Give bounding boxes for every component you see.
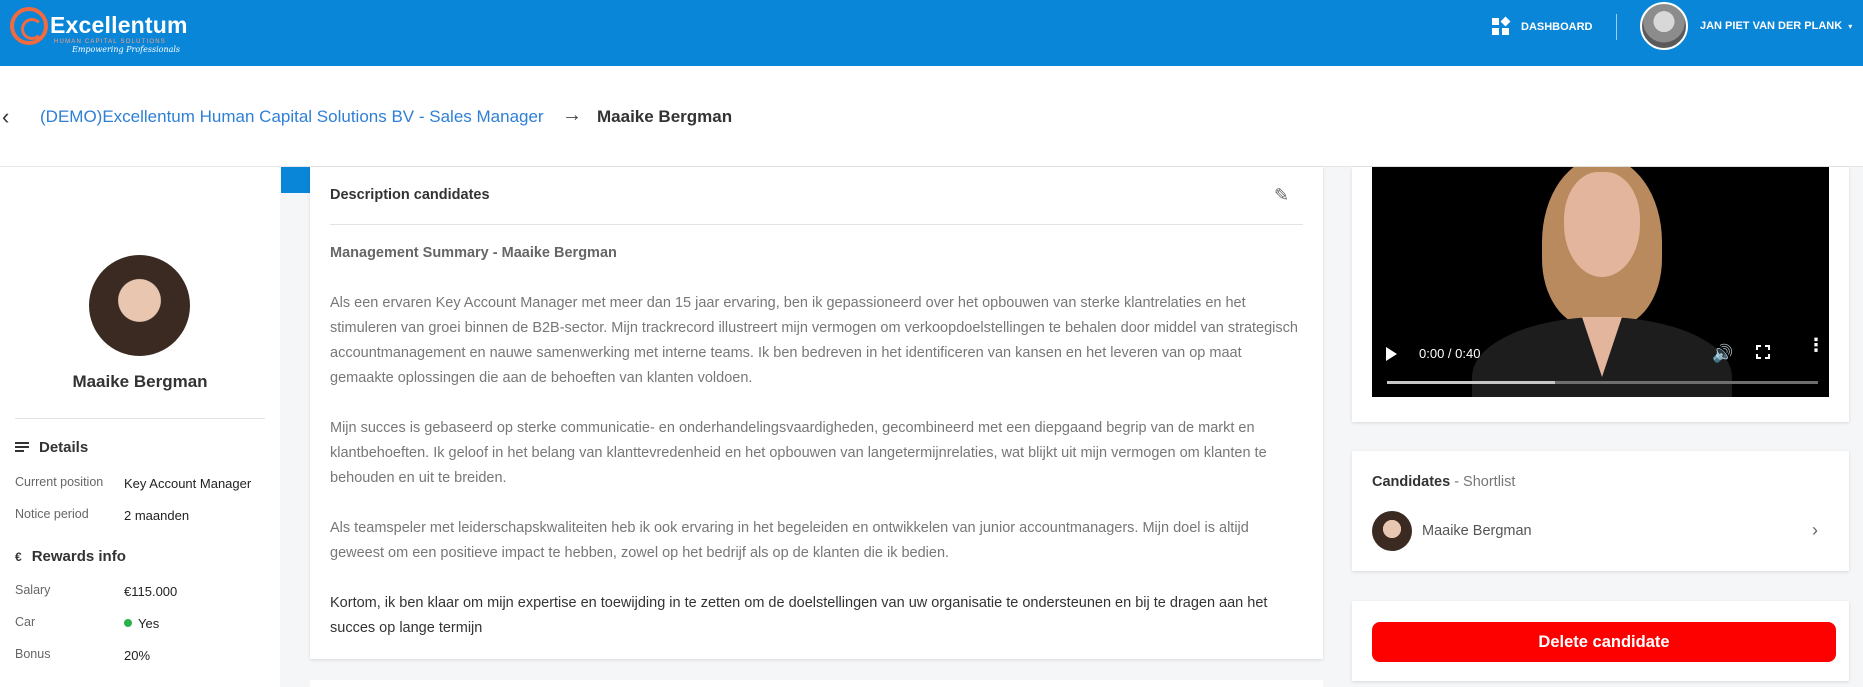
actions-card [1352, 601, 1849, 681]
card-title: Description candidates [330, 187, 490, 203]
reward-label: Bonus [15, 647, 51, 661]
reward-value [124, 616, 159, 631]
detail-value: 2 maanden [124, 508, 190, 523]
back-icon[interactable]: ‹ [2, 104, 10, 129]
rewards-heading [15, 548, 126, 565]
detail-label: Current position [15, 475, 104, 489]
candidate-video[interactable] [1372, 167, 1829, 397]
delete-candidate-button[interactable]: Delete candidate [1372, 622, 1836, 662]
video-time: 0:00 / 0:40 [1419, 346, 1481, 361]
dashboard-link[interactable] [1492, 18, 1593, 35]
shortlist-title [1372, 474, 1515, 490]
summary-paragraph: Als teamspeler met leiderschapskwaliteiten heb ik ook ervaring in het begeleiden en ontwikkelen van junior accountmanagers. Mijn doel is altijd geweest om een positieve impact te hebben, zowel op het bedrijf als op de klanten die ik bedien. [330, 520, 1249, 561]
details-list-icon [15, 442, 29, 453]
breadcrumb-current: Maaike Bergman [597, 107, 733, 126]
brand-logo[interactable] [10, 7, 190, 57]
summary-title: Management Summary - Maaike Bergman [330, 245, 617, 261]
status-dot-icon [124, 619, 132, 627]
breadcrumb-bar [0, 66, 1863, 167]
video-controls [1372, 327, 1829, 397]
shortlist-avatar [1372, 511, 1412, 551]
navbar-divider [1616, 14, 1617, 40]
description-card [310, 167, 1323, 659]
fullscreen-icon[interactable] [1756, 345, 1770, 359]
video-card [1352, 167, 1849, 422]
details-heading-label: Details [39, 439, 89, 456]
next-card-edge [310, 680, 1323, 687]
candidate-sidebar [0, 167, 280, 687]
shortlist-name: Maaike Bergman [1422, 523, 1532, 539]
user-avatar [1640, 2, 1688, 50]
brand-tagline: Empowering Professionals [72, 45, 181, 54]
divider [330, 224, 1303, 225]
divider [15, 418, 265, 419]
brand-name: Excellentum [50, 12, 188, 38]
candidate-avatar [89, 255, 190, 356]
reward-label: Car [15, 615, 36, 629]
summary-paragraph: Als een ervaren Key Account Manager met meer dan 15 jaar ervaring, ben ik gepassioneerd over het opbouwen van sterke klantrelaties en het stimuleren van groei binnen de B2B-sector. Mijn trackrecord illustreert mijn vermogen om verkoopdoelstellingen te behalen door middel van strategisch accountmanagement en nauwe samenwerking met interne teams. Ik ben bedreven in het identificeren van kansen en het leveren van op maat gemaakte oplossingen die aan de behoeften van klanten voldoen. [330, 295, 1298, 386]
play-icon[interactable] [1386, 347, 1397, 361]
detail-label: Notice period [15, 507, 89, 521]
chevron-right-icon: › [1812, 520, 1818, 540]
arrow-right-icon: → [562, 104, 582, 126]
video-buffer-fill [1387, 381, 1555, 384]
car-value: Yes [138, 616, 160, 631]
shortlist-card [1352, 451, 1849, 571]
dashboard-icon [1492, 18, 1509, 35]
volume-icon[interactable]: 🔊 [1712, 344, 1734, 363]
rewards-heading-label: Rewards info [31, 548, 126, 565]
shortlist-title-bold: Candidates [1372, 474, 1451, 490]
top-navbar [0, 0, 1863, 66]
shortlist-item[interactable] [1372, 511, 1829, 553]
more-options-icon[interactable]: ⋮ [1807, 335, 1825, 355]
logo-icon [10, 7, 48, 45]
summary-paragraph: Kortom, ik ben klaar om mijn expertise en toewijding in te zetten om de doelstellingen van uw organisatie te ondersteunen en bij te dragen aan het succes op lange termijn [330, 595, 1268, 636]
caret-down-icon: ▾ [1848, 21, 1853, 31]
reward-label: Salary [15, 583, 51, 597]
reward-value: 20% [124, 648, 151, 663]
edit-icon[interactable]: ✎ [1274, 185, 1290, 205]
breadcrumb-parent-link[interactable]: (DEMO)Excellentum Human Capital Solutions BV - Sales Manager [40, 107, 544, 126]
user-menu[interactable] [1640, 2, 1852, 50]
user-name: JAN PIET VAN DER PLANK [1700, 20, 1843, 32]
video-progress-bar[interactable] [1387, 381, 1818, 384]
shortlist-title-rest: - Shortlist [1450, 474, 1516, 490]
euro-icon: € [15, 549, 22, 564]
summary-paragraph: Mijn succes is gebaseerd op sterke communicatie- en onderhandelingsvaardigheden, gecombineerd met een diepgaand begrip van de markt en klantbehoeften. Ik geloof in het belang van klanttevredenheid en het opbouwen van langetermijnrelaties, wat blijkt uit mijn vermogen om klanten te behouden en uit te breiden. [330, 420, 1267, 486]
dashboard-label: DASHBOARD [1521, 20, 1593, 33]
candidate-name: Maaike Bergman [72, 372, 208, 391]
detail-value: Key Account Manager [124, 476, 252, 491]
reward-value: €115.000 [124, 584, 178, 599]
brand-subtitle: HUMAN CAPITAL SOLUTIONS [54, 39, 166, 45]
details-heading [15, 439, 88, 456]
section-tab-indicator[interactable] [281, 167, 310, 193]
